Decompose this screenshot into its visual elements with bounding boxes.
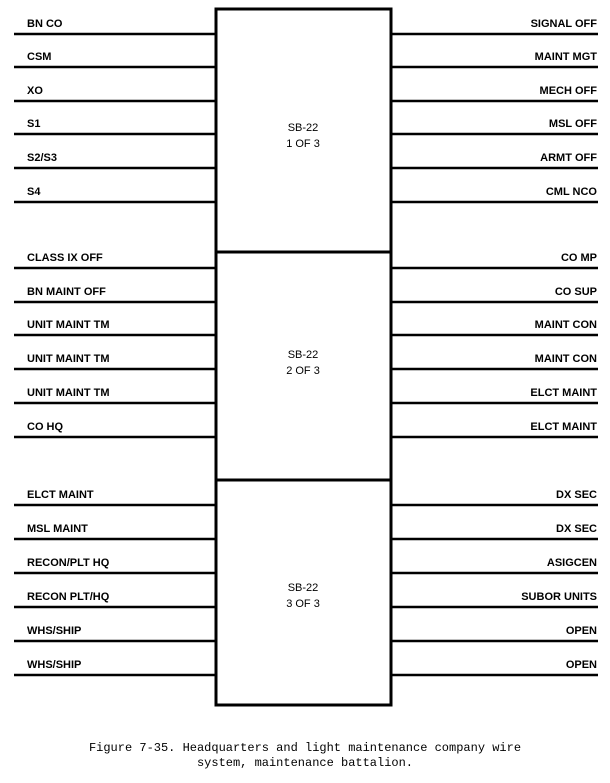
right-wire-label: MAINT CON: [534, 353, 597, 365]
right-wire-label: ELCT MAINT: [530, 387, 597, 399]
left-wire-label: BN MAINT OFF: [27, 286, 106, 298]
left-wire-label: RECON PLT/HQ: [27, 591, 110, 603]
left-wire-label: BN CO: [27, 18, 63, 30]
left-wire-label: UNIT MAINT TM: [27, 353, 110, 365]
figure-caption: [0, 741, 610, 771]
switchboard-boxes: [216, 9, 391, 705]
caption-line-1: Figure 7-35. Headquarters and light maintenance company wire: [88, 741, 522, 755]
right-wire-label: OPEN: [565, 625, 597, 637]
right-wire-label: MAINT CON: [534, 319, 597, 331]
box-1-part: 1 OF 3: [286, 138, 320, 150]
right-wire-label: ELCT MAINT: [530, 421, 597, 433]
right-wire-label: SIGNAL OFF: [530, 18, 597, 30]
box-2-part: 2 OF 3: [286, 365, 320, 377]
right-wire-label: DX SEC: [556, 489, 597, 501]
left-wire-label: CSM: [27, 51, 52, 63]
right-wire-label: CO MP: [560, 252, 597, 264]
left-wire-label: UNIT MAINT TM: [27, 387, 110, 399]
left-wire-label: CO HQ: [27, 421, 64, 433]
left-wire-label: MSL MAINT: [27, 523, 88, 535]
right-wire-label: MAINT MGT: [534, 51, 597, 63]
right-wire-label: ASIGCEN: [546, 557, 597, 569]
left-wire-label: ELCT MAINT: [27, 489, 94, 501]
left-wire-label: S2/S3: [27, 152, 57, 164]
right-wire-label: MECH OFF: [539, 85, 597, 97]
right-wire-label: OPEN: [565, 659, 597, 671]
right-wire-label: CO SUP: [554, 286, 597, 298]
right-wire-label: ARMT OFF: [540, 152, 597, 164]
left-wire-label: WHS/SHIP: [27, 625, 82, 637]
box-3-name: SB-22: [287, 582, 319, 594]
box-3-part: 3 OF 3: [286, 598, 320, 610]
box-1-name: SB-22: [287, 122, 319, 134]
left-wire-label: S1: [27, 118, 41, 130]
wire-lines: [14, 18, 598, 675]
right-wire-label: DX SEC: [556, 523, 597, 535]
left-wire-label: RECON/PLT HQ: [27, 557, 110, 569]
left-wire-label: XO: [27, 85, 43, 97]
right-wire-label: CML NCO: [545, 186, 597, 198]
left-wire-label: WHS/SHIP: [27, 659, 82, 671]
left-wire-label: UNIT MAINT TM: [27, 319, 110, 331]
right-wire-label: SUBOR UNITS: [521, 591, 597, 603]
left-wire-label: S4: [27, 186, 41, 198]
caption-line-2: system, maintenance battalion.: [196, 756, 414, 770]
left-wire-label: CLASS IX OFF: [27, 252, 103, 264]
right-wire-label: MSL OFF: [548, 118, 597, 130]
box-2-name: SB-22: [287, 349, 319, 361]
